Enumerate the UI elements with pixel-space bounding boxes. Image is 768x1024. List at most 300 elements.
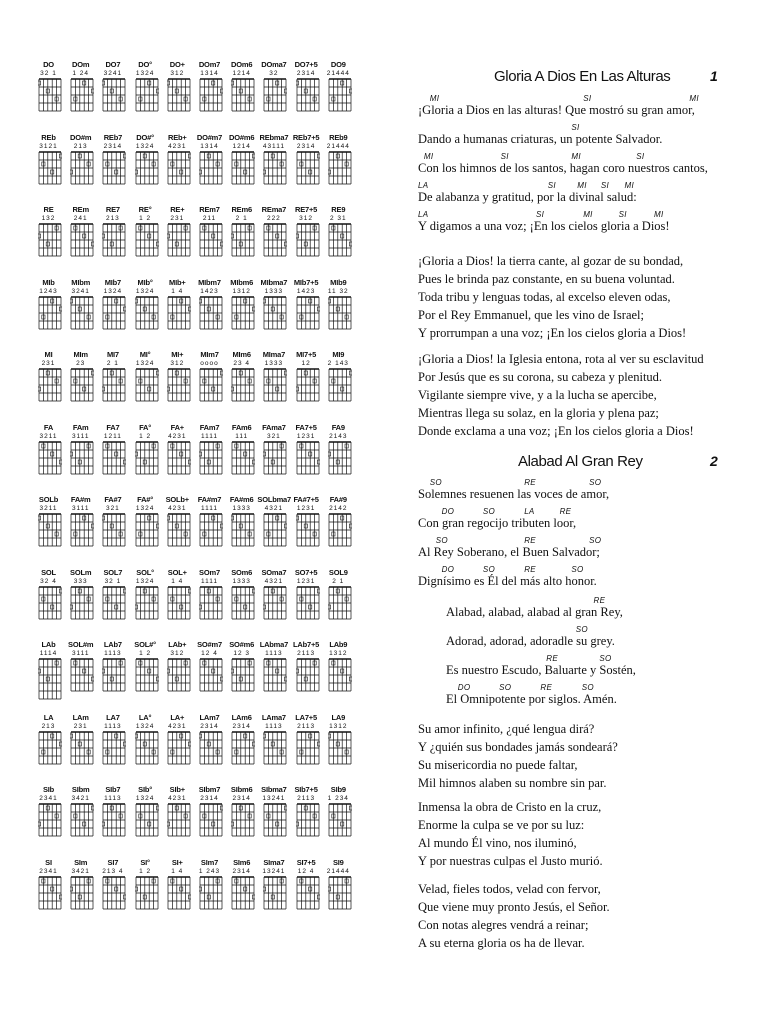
chord-name: FA+	[170, 422, 184, 432]
fretboard-grid	[328, 586, 352, 622]
chord-label: SO	[599, 654, 612, 663]
lyric-line	[418, 774, 618, 792]
chord-fingering: 3211	[39, 505, 58, 512]
lyric-text: Al Rey Soberano, el Buen Salvador;	[418, 545, 600, 559]
chord-name: SOLm	[70, 567, 92, 577]
chord-diagram	[96, 713, 129, 785]
chord-name: MIm	[73, 350, 88, 359]
chord-name: REm	[72, 205, 89, 214]
chord-name: FAm	[72, 422, 89, 432]
fretboard-grid	[296, 658, 320, 694]
chord-name: FAm7	[199, 422, 220, 432]
chord-name: RE°	[138, 205, 152, 214]
chord-diagram	[290, 60, 323, 132]
chord-fingering: 1324	[135, 360, 155, 367]
fretboard-grid	[102, 151, 126, 187]
chord-diagram	[96, 350, 129, 422]
chord-label: DO	[441, 565, 455, 574]
chord-diagram	[290, 713, 323, 785]
lyric-line	[446, 592, 636, 621]
chord-name: LAb	[41, 640, 56, 649]
lyric-text: Que viene muy pronto Jesús, el Señor.	[418, 900, 610, 914]
chord-fingering: 321	[105, 505, 120, 512]
lyric-text: Pues le brinda paz constante, en su buena voluntad.	[418, 272, 675, 286]
chord-diagram	[64, 278, 97, 350]
chord-label: SI	[536, 210, 545, 219]
chord-diagram	[96, 495, 129, 567]
chord-diagram	[193, 278, 226, 350]
chord-diagram	[322, 350, 355, 422]
chord-name: DO#m6	[229, 132, 255, 142]
chord-label: SO	[571, 565, 584, 574]
chord-diagram	[322, 858, 355, 930]
chord-fingering: 2314	[232, 795, 251, 802]
fretboard-grid	[263, 658, 287, 694]
fretboard-grid	[199, 731, 223, 767]
chord-fingering: 231	[41, 360, 56, 367]
fretboard-grid	[231, 803, 255, 839]
chord-fingering: 3111	[71, 650, 90, 657]
fretboard-grid	[231, 731, 255, 767]
chord-label: RE	[524, 565, 536, 574]
chord-fingering: 1 4	[171, 867, 184, 875]
chord-diagram	[225, 495, 258, 567]
chord-diagram	[161, 350, 194, 422]
chord-name: MI	[44, 350, 53, 359]
chord-fingering: 2113	[297, 650, 316, 657]
chord-fingering: 1231	[296, 577, 316, 585]
chord-fingering: 1324	[135, 505, 155, 512]
chord-name: REb7	[103, 132, 123, 142]
chord-name: SIb+	[169, 785, 185, 794]
chord-label: SI	[583, 94, 592, 103]
chord-name: SOL	[41, 567, 56, 577]
fretboard-grid	[167, 78, 191, 114]
chord-fingering: 4231	[168, 795, 187, 802]
chord-label: SI	[547, 181, 556, 190]
chord-diagram	[257, 495, 290, 567]
chord-diagram	[290, 278, 323, 350]
fretboard-grid	[38, 368, 62, 404]
chord-label: LA	[524, 507, 535, 516]
chord-diagram	[257, 423, 290, 495]
chord-fingering: 1314	[200, 142, 219, 150]
chord-label: SO	[482, 565, 496, 574]
chord-diagram	[96, 568, 129, 640]
chord-fingering: 231	[170, 215, 185, 222]
chord-diagram	[322, 495, 355, 567]
fretboard-grid	[199, 368, 223, 404]
chord-name: DO#m	[70, 132, 92, 142]
fretboard-grid	[199, 151, 223, 187]
fretboard-grid	[167, 731, 191, 767]
chord-diagram	[225, 205, 258, 277]
chord-diagram	[129, 350, 162, 422]
lyric-line	[418, 119, 708, 148]
chord-name: MIm6	[232, 350, 251, 359]
chord-fingering: 23 4	[233, 360, 251, 367]
fretboard-grid	[296, 803, 320, 839]
chord-name: DOm7	[198, 60, 221, 69]
chord-name: SOL+	[167, 567, 187, 577]
fretboard-grid	[135, 658, 159, 694]
chord-fingering: 1 2	[139, 432, 152, 440]
chord-fingering: 32 1	[40, 70, 57, 77]
chord-name: LAma7	[261, 712, 286, 722]
fretboard-grid	[38, 296, 62, 332]
chord-fingering: 1312	[329, 722, 348, 730]
chord-diagram	[161, 713, 194, 785]
lyric-text: Su amor infinito, ¿qué lengua dirá?	[418, 722, 595, 736]
chord-diagram	[225, 133, 258, 205]
chord-fingering: 1111	[200, 577, 218, 585]
chord-fingering: 4231	[168, 722, 187, 730]
chord-fingering: 1214	[232, 70, 251, 77]
chord-name: LA9	[331, 712, 346, 722]
lyric-text: Por el Rey Emmanuel, que les vino de Israel;	[418, 308, 644, 322]
fretboard-grid	[102, 441, 126, 477]
fretboard-grid	[102, 803, 126, 839]
chord-label: MI	[571, 152, 581, 161]
chord-diagram	[129, 278, 162, 350]
fretboard-grid	[296, 78, 320, 114]
chord-diagram	[64, 205, 97, 277]
verse-block	[418, 90, 708, 235]
chord-name: FA#7	[104, 495, 122, 504]
lyric-text: Al mundo Él vino, nos iluminó,	[418, 836, 577, 850]
chord-diagram	[129, 785, 162, 857]
chord-name: SIbm6	[230, 785, 253, 794]
chord-name: SO#m7	[197, 640, 222, 649]
fretboard-grid	[199, 441, 223, 477]
fretboard-grid	[102, 296, 126, 332]
chord-fingering: oooo	[200, 360, 219, 367]
chord-diagram	[322, 713, 355, 785]
verse-block	[418, 474, 609, 590]
chord-name: REm7	[199, 205, 220, 214]
chord-fingering: 13241	[262, 795, 286, 802]
lyric-line	[418, 816, 603, 834]
chord-label: RE	[559, 507, 572, 516]
chord-name: DOm6	[231, 60, 253, 69]
chord-diagram	[290, 350, 323, 422]
verse-block	[418, 252, 686, 342]
chord-diagram	[290, 568, 323, 640]
chord-fingering: 312	[170, 360, 185, 367]
chord-name: LAb9	[329, 640, 348, 649]
chord-fingering: 21444	[326, 142, 350, 150]
chord-diagram	[32, 568, 65, 640]
verse-block	[418, 798, 603, 870]
chord-name: REma7	[261, 205, 287, 214]
chord-name: REm6	[231, 205, 252, 214]
chord-label: SO	[589, 478, 602, 487]
chord-label: MI	[577, 181, 587, 190]
chord-diagram	[64, 495, 97, 567]
chord-name: LAbma7	[259, 640, 289, 649]
lyric-text: Toda tribu y lenguas todas, al excelso eleven odas,	[418, 290, 671, 304]
chord-diagram	[225, 350, 258, 422]
lyric-text: ¡Gloria a Dios en las alturas! Que mostró su gran amor,	[418, 103, 695, 117]
fretboard-grid	[328, 803, 352, 839]
chord-fingering: 3111	[71, 505, 90, 512]
chord-name: SOL9	[328, 567, 348, 577]
chord-name: RE9	[331, 205, 346, 214]
chord-name: SO7+5	[294, 567, 318, 577]
chord-label: SO	[589, 536, 602, 545]
chord-fingering: 2 143	[327, 360, 349, 367]
lyric-line	[418, 206, 708, 235]
fretboard-grid	[102, 658, 126, 694]
chord-fingering: 2341	[39, 795, 58, 802]
chord-diagram	[96, 60, 129, 132]
chord-fingering: 1324	[135, 577, 155, 585]
chord-fingering: 132	[41, 215, 56, 222]
chord-diagram	[64, 350, 97, 422]
chord-diagram	[64, 60, 97, 132]
chord-fingering: 1113	[104, 650, 122, 657]
chord-diagram	[129, 713, 162, 785]
chord-fingering: 211	[202, 215, 217, 222]
fretboard-grid	[135, 586, 159, 622]
chord-name: SIb°	[138, 785, 153, 794]
chord-name: SIb7	[105, 785, 121, 794]
chord-fingering: 1231	[296, 505, 316, 512]
lyric-text: Velad, fieles todos, velad con fervor,	[418, 882, 601, 896]
chord-diagram	[290, 205, 323, 277]
fretboard-grid	[296, 586, 320, 622]
lyric-text: Dando a humanas criaturas, un potente Salvador.	[418, 132, 663, 146]
chord-name: SI+	[171, 857, 183, 867]
verse-block	[418, 720, 618, 792]
lyric-text: Donde exclama a una voz; ¡En los cielos gloria a Dios!	[418, 424, 694, 438]
chord-name: MIbm6	[230, 277, 254, 287]
chord-name: DO°	[138, 60, 152, 69]
fretboard-grid	[167, 586, 191, 622]
lyric-text: Mientras llega su solaz, en la gloria y plena paz;	[418, 406, 659, 420]
chord-diagram	[161, 278, 194, 350]
fretboard-grid	[102, 586, 126, 622]
chord-fingering: 1 2	[139, 215, 152, 222]
chord-label: LA	[418, 181, 429, 190]
lyric-line	[418, 852, 603, 870]
lyric-text: Dignísimo es Él del más alto honor.	[418, 574, 597, 588]
fretboard-grid	[38, 513, 62, 549]
fretboard-grid	[167, 513, 191, 549]
chord-fingering: 1231	[296, 432, 316, 440]
verse-block	[418, 350, 704, 440]
chord-name: LA	[43, 712, 54, 722]
fretboard-grid	[263, 223, 287, 259]
chord-fingering: 321	[266, 432, 281, 440]
chord-diagram	[257, 785, 290, 857]
chord-fingering: 3241	[71, 287, 90, 295]
chord-fingering: 1211	[103, 432, 122, 440]
fretboard-grid	[38, 441, 62, 477]
chord-diagram	[193, 133, 226, 205]
fretboard-grid	[135, 513, 159, 549]
lyric-text: Vigilante siempre vive, y a la lucha se apercibe,	[418, 388, 657, 402]
chord-diagram	[96, 278, 129, 350]
song-number: 1	[710, 68, 718, 84]
chord-name: FA7+5	[295, 422, 317, 432]
chord-fingering: 4321	[264, 505, 284, 512]
fretboard-grid	[38, 151, 62, 187]
fretboard-grid	[231, 876, 255, 912]
lyric-line	[418, 368, 704, 386]
chord-name: MI7	[106, 350, 119, 359]
fretboard-grid	[167, 876, 191, 912]
chord-diagram	[64, 713, 97, 785]
chord-diagram	[32, 205, 65, 277]
fretboard-grid	[328, 223, 352, 259]
chord-label: SO	[581, 683, 594, 692]
chord-name: FA7	[106, 422, 120, 432]
chord-diagram	[161, 495, 194, 567]
lyric-text: Enorme la culpa se ve por su luz:	[418, 818, 585, 832]
song-title: Gloria A Dios En Las Alturas	[494, 68, 671, 85]
chord-name: SIma7	[263, 857, 285, 867]
chord-label: MI	[429, 94, 440, 103]
fretboard-grid	[231, 296, 255, 332]
lyric-text: El Omnipotente por siglos. Amén.	[446, 692, 617, 706]
chord-fingering: 12	[301, 360, 311, 367]
fretboard-grid	[70, 731, 94, 767]
chord-name: SI°	[140, 857, 150, 867]
fretboard-grid	[167, 151, 191, 187]
chord-fingering: 1314	[200, 70, 219, 77]
chord-name: FA#9	[329, 495, 347, 504]
fretboard-grid	[263, 803, 287, 839]
chord-name: SI7+5	[296, 857, 316, 867]
fretboard-grid	[135, 223, 159, 259]
chord-name: SOm7	[199, 567, 220, 577]
lyric-text: Con gran regocijo tributen loor,	[418, 516, 577, 530]
fretboard-grid	[231, 223, 255, 259]
fretboard-grid	[70, 586, 94, 622]
chord-name: MI+	[171, 350, 184, 359]
chord-name: SI9	[332, 857, 344, 867]
chord-diagram	[257, 640, 290, 712]
chord-fingering: 3241	[103, 70, 123, 77]
fretboard-grid	[70, 296, 94, 332]
fretboard-grid	[231, 151, 255, 187]
chord-fingering: 1 24	[72, 70, 90, 77]
lyric-text: A su eterna gloria os ha de llevar.	[418, 936, 585, 950]
fretboard-grid	[199, 78, 223, 114]
lyric-text: Con notas alegres vendrá a reinar;	[418, 918, 589, 932]
fretboard-grid	[263, 296, 287, 332]
chord-fingering: 1113	[265, 722, 283, 730]
chord-fingering: 213	[73, 142, 88, 150]
chord-diagram	[32, 350, 65, 422]
chord-label: LA	[418, 210, 429, 219]
chord-fingering: 2142	[329, 505, 348, 512]
chord-diagram	[96, 640, 129, 712]
fretboard-grid	[296, 223, 320, 259]
fretboard-grid	[70, 151, 94, 187]
chord-fingering: 1 4	[171, 287, 184, 295]
chord-diagram	[225, 640, 258, 712]
fretboard-grid	[70, 78, 94, 114]
fretboard-grid	[70, 368, 94, 404]
chord-fingering: 2 1	[106, 360, 119, 367]
fretboard-grid	[199, 803, 223, 839]
chord-fingering: 213	[105, 215, 120, 222]
chord-name: SOm6	[231, 567, 253, 577]
song-number: 2	[710, 453, 718, 469]
chord-diagram	[257, 60, 290, 132]
lyric-line	[418, 916, 610, 934]
chord-fingering: 241	[73, 215, 88, 222]
chord-fingering: 1113	[104, 795, 122, 802]
chord-label: SI	[600, 181, 610, 190]
fretboard-grid	[263, 368, 287, 404]
lyric-line	[418, 404, 704, 422]
lyric-line	[418, 148, 708, 177]
chord-diagram	[129, 60, 162, 132]
fretboard-grid	[38, 658, 62, 702]
fretboard-grid	[231, 513, 255, 549]
fretboard-grid	[231, 368, 255, 404]
chord-name: SIm6	[233, 857, 251, 867]
chord-label: SO	[575, 625, 588, 634]
fretboard-grid	[135, 368, 159, 404]
chorus-block	[446, 592, 636, 708]
chord-diagram	[257, 568, 290, 640]
chord-diagram	[322, 423, 355, 495]
chord-name: MI7+5	[296, 350, 317, 359]
chord-name: MIb7+5	[293, 277, 319, 287]
chord-fingering: 1324	[135, 287, 155, 295]
verse-block	[418, 880, 610, 952]
chord-name: REb	[41, 132, 56, 142]
chord-fingering: 4231	[168, 432, 187, 440]
lyric-text: Alabad, alabad, alabad al gran Rey,	[446, 605, 623, 619]
chord-fingering: 43111	[262, 142, 285, 150]
lyric-text: De alabanza y gratitud, por la divinal salud:	[418, 190, 637, 204]
fretboard-grid	[263, 78, 287, 114]
chord-fingering: 213 4	[102, 867, 124, 875]
chord-fingering: 1113	[265, 650, 283, 657]
chord-label: SI	[636, 152, 645, 161]
chord-diagram	[290, 785, 323, 857]
chord-fingering: 4321	[264, 577, 284, 585]
chord-diagram	[32, 713, 65, 785]
lyric-text: Inmensa la obra de Cristo en la cruz,	[418, 800, 602, 814]
chord-diagram	[129, 423, 162, 495]
fretboard-grid	[296, 513, 320, 549]
chord-label: SI	[500, 152, 509, 161]
chord-label: MI	[583, 210, 593, 219]
fretboard-grid	[199, 586, 223, 622]
chord-label: SO	[482, 507, 496, 516]
chord-name: REb7+5	[292, 132, 320, 142]
lyric-line	[418, 798, 603, 816]
chord-label: SO	[499, 683, 512, 692]
chord-name: FA#m6	[229, 495, 254, 504]
fretboard-grid	[231, 658, 255, 694]
chord-diagram	[193, 495, 226, 567]
chord-diagram	[257, 713, 290, 785]
chord-name: DO7	[105, 60, 121, 69]
chord-name: FA#7+5	[293, 495, 319, 504]
lyric-text: Y por nuestras culpas el Justo murió.	[418, 854, 603, 868]
fretboard-grid	[167, 223, 191, 259]
chord-name: MIb9	[330, 277, 347, 287]
chord-name: LA+	[170, 712, 185, 722]
chord-name: DO#m7	[196, 132, 223, 142]
